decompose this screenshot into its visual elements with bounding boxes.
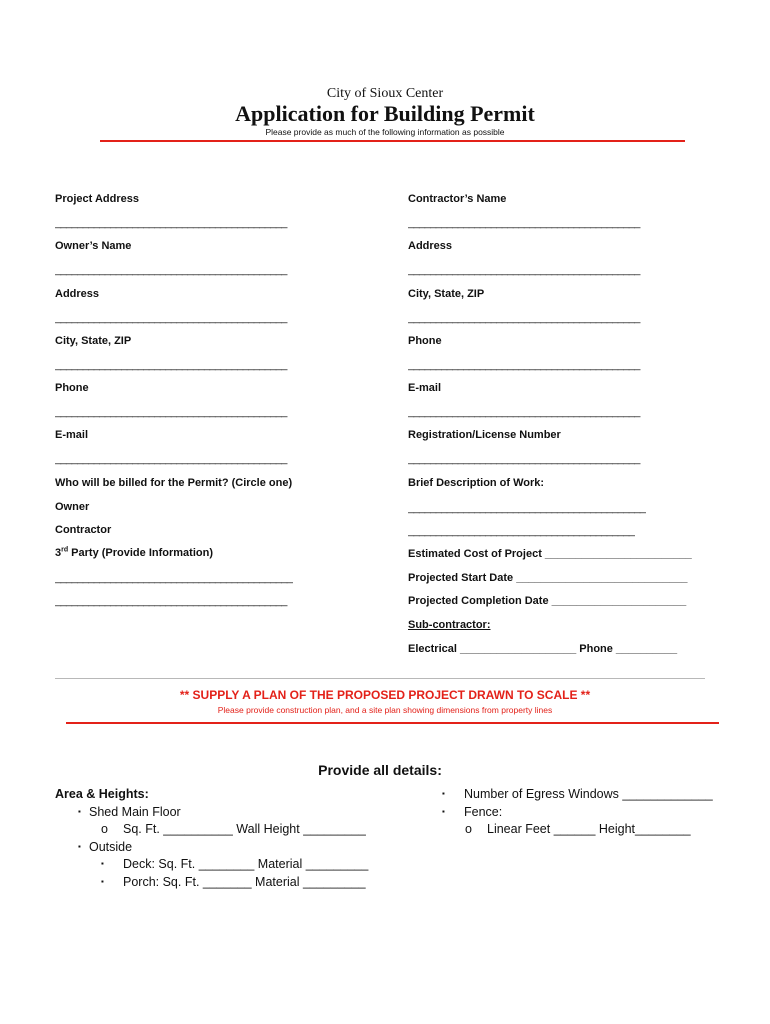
scale-plan-warning: ** SUPPLY A PLAN OF THE PROPOSED PROJECT DRAWN TO SCALE ** <box>179 688 591 702</box>
owner-name-label: Owner’s Name <box>55 240 132 252</box>
owner-city-state-zip-field[interactable]: __________________________________________ <box>55 359 287 371</box>
subcontractor-heading: Sub-contractor: <box>408 619 491 631</box>
owner-address-field[interactable]: __________________________________________ <box>55 312 287 324</box>
square-bullet-icon: ▪ <box>442 789 445 798</box>
third-party-ordinal-suffix: rd <box>61 546 69 554</box>
outside-label: Outside <box>89 840 133 854</box>
shed-main-floor-label: Shed Main Floor <box>89 805 181 819</box>
contractor-address-label: Address <box>408 240 453 252</box>
electrical-subcontractor-field[interactable]: Electrical ___________________ Phone __________ <box>408 643 678 655</box>
billing-question: Who will be billed for the Permit? (Circle one) <box>55 477 293 489</box>
third-party-ordinal: 3 <box>55 547 62 559</box>
plan-instructions: Please provide construction plan, and a site plan showing dimensions from property lines <box>217 705 553 715</box>
projected-completion-date-field[interactable]: Projected Completion Date ______________________ <box>408 595 687 607</box>
circle-bullet-icon: o <box>465 822 472 836</box>
contractor-address-field[interactable]: __________________________________________ <box>408 264 640 276</box>
third-party-info-field-2[interactable]: __________________________________________ <box>55 595 287 607</box>
owner-phone-field[interactable]: __________________________________________ <box>55 406 287 418</box>
brief-description-label: Brief Description of Work: <box>408 477 545 489</box>
area-heights-heading: Area & Heights: <box>55 787 149 801</box>
project-address-field[interactable]: __________________________________________ <box>55 217 287 229</box>
owner-city-state-zip-label: City, State, ZIP <box>55 335 132 347</box>
contractor-email-label: E-mail <box>408 382 442 394</box>
header-divider <box>100 140 685 142</box>
shed-sqft-wall-height-field[interactable]: Sq. Ft. __________ Wall Height _________ <box>123 822 366 836</box>
owner-email-label: E-mail <box>55 429 89 441</box>
section-divider <box>55 678 705 679</box>
contractor-name-label: Contractor’s Name <box>408 193 507 205</box>
notice-divider <box>66 722 719 724</box>
billing-option-owner[interactable]: Owner <box>55 501 90 513</box>
contractor-phone-label: Phone <box>408 335 442 347</box>
license-number-field[interactable]: __________________________________________ <box>408 453 640 465</box>
fence-linear-feet-height-field[interactable]: Linear Feet ______ Height________ <box>487 822 691 836</box>
contractor-phone-field[interactable]: __________________________________________ <box>408 359 640 371</box>
brief-description-field-1[interactable]: ___________________________________________ <box>408 502 646 514</box>
owner-name-field[interactable]: __________________________________________ <box>55 264 287 276</box>
third-party-info-field-1[interactable]: ___________________________________________ <box>55 572 293 584</box>
egress-windows-field[interactable]: Number of Egress Windows _____________ <box>464 787 713 801</box>
form-subtitle: Please provide as much of the following information as possible <box>265 127 505 137</box>
estimated-cost-field[interactable]: Estimated Cost of Project ________________________ <box>408 548 692 560</box>
contractor-name-field[interactable]: __________________________________________ <box>408 217 640 229</box>
square-bullet-icon: ▪ <box>101 859 104 868</box>
deck-field[interactable]: Deck: Sq. Ft. ________ Material _________ <box>123 857 369 871</box>
contractor-city-state-zip-field[interactable]: __________________________________________ <box>408 312 640 324</box>
owner-address-label: Address <box>55 288 100 300</box>
brief-description-field-2[interactable]: _________________________________________ <box>408 525 635 537</box>
owner-phone-label: Phone <box>55 382 89 394</box>
owner-email-field[interactable]: __________________________________________ <box>55 453 287 465</box>
page-title: Application for Building Permit <box>235 101 535 126</box>
square-bullet-icon: ▪ <box>101 877 104 886</box>
contractor-email-field[interactable]: __________________________________________ <box>408 406 640 418</box>
billing-option-third-party[interactable] <box>55 547 213 559</box>
square-bullet-icon: ▪ <box>442 807 445 816</box>
city-name: City of Sioux Center <box>326 86 444 101</box>
license-number-label: Registration/License Number <box>408 429 561 441</box>
third-party-text: Party (Provide Information) <box>68 547 213 559</box>
square-bullet-icon: ▪ <box>78 807 81 816</box>
project-address-label: Project Address <box>55 193 139 205</box>
contractor-city-state-zip-label: City, State, ZIP <box>408 288 485 300</box>
details-title: Provide all details: <box>318 762 442 778</box>
projected-start-date-field[interactable]: Projected Start Date ____________________________ <box>408 572 688 584</box>
billing-option-contractor[interactable]: Contractor <box>55 524 112 536</box>
porch-field[interactable]: Porch: Sq. Ft. _______ Material _________ <box>123 875 366 889</box>
fence-label: Fence: <box>464 805 503 819</box>
square-bullet-icon: ▪ <box>78 842 81 851</box>
circle-bullet-icon: o <box>101 822 108 836</box>
